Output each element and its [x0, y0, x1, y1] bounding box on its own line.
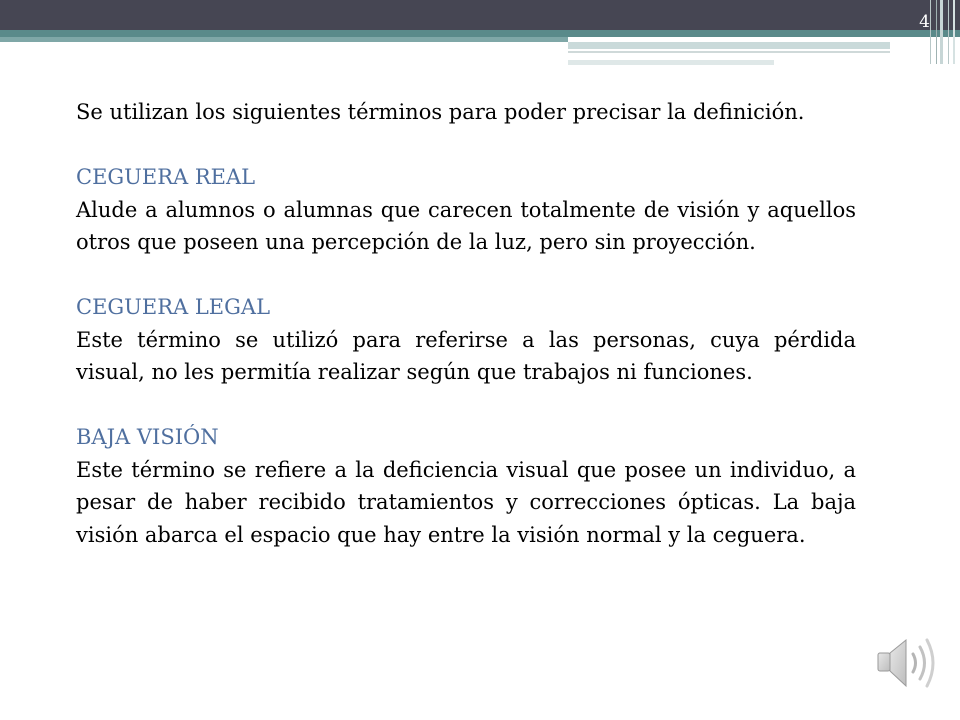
spacer: [76, 129, 856, 162]
section-text-ceguera-real: Alude a alumnos o alumnas que carecen totalmente de visión y aquellos otros que poseen una percepción de la luz, pero sin proyección.: [76, 197, 856, 254]
spacer: [76, 259, 856, 292]
spacer: [76, 389, 856, 422]
decor-vertical-line: [953, 0, 955, 64]
decor-vertical-line: [940, 0, 943, 64]
decor-vertical-line: [948, 0, 949, 64]
top-bar: [0, 0, 960, 30]
section-text-ceguera-legal: Este término se utilizó para referirse a las personas, cuya pérdida visual, no les permitía realizar según que trabajos ni funciones.: [76, 327, 856, 384]
speaker-icon[interactable]: [872, 630, 942, 696]
accent-band-faint: [568, 60, 774, 65]
accent-band-light: [0, 37, 568, 42]
accent-divider: [568, 51, 890, 53]
section-heading-baja-vision: BAJA VISIÓN: [76, 425, 219, 449]
section-heading-ceguera-legal: CEGUERA LEGAL: [76, 295, 271, 319]
accent-band: [0, 30, 960, 37]
intro-paragraph: Se utilizan los siguientes términos para poder precisar la definición.: [76, 100, 805, 124]
section-text-baja-vision: Este término se refiere a la deficiencia visual que posee un individuo, a pesar de haber recibido tratamientos y correcciones ópticas. La baja visión abarca el espacio que hay entre la visión normal y la ceguera.: [76, 457, 856, 547]
slide-body: [76, 96, 856, 551]
slide-number: 4: [919, 12, 930, 32]
decor-vertical-line: [930, 0, 931, 64]
section-heading-ceguera-real: CEGUERA REAL: [76, 165, 256, 189]
accent-band-pale: [568, 42, 890, 49]
decor-vertical-line: [936, 0, 937, 64]
